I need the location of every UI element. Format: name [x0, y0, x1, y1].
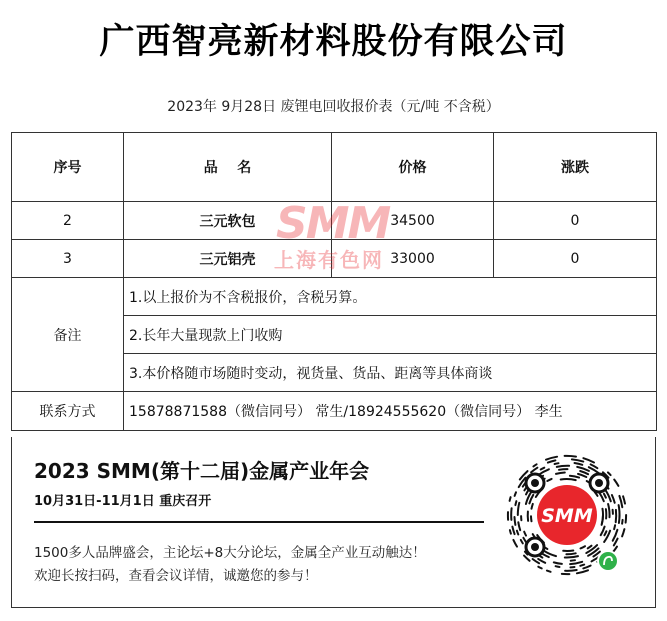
qr-dot	[612, 495, 615, 503]
qr-dot	[614, 480, 618, 486]
row-change: 0	[494, 202, 657, 240]
qr-dot	[518, 503, 520, 515]
qr-dot	[541, 468, 545, 470]
qr-dot	[533, 464, 536, 466]
qr-dot	[581, 546, 586, 548]
qr-dot	[580, 565, 584, 566]
qr-finder-dot	[595, 479, 603, 487]
qr-dot	[556, 473, 565, 474]
row-change: 0	[494, 240, 657, 278]
qr-dot	[547, 479, 551, 481]
qr-dot	[565, 556, 578, 557]
qr-dot	[538, 559, 545, 563]
row-no: 2	[12, 202, 124, 240]
qr-dot	[561, 479, 576, 480]
qr-dot	[513, 540, 517, 547]
qr-dot	[604, 494, 606, 498]
qr-dot	[572, 459, 583, 461]
table-row	[12, 202, 657, 240]
qr-dot	[608, 504, 609, 517]
qr-dot	[619, 505, 620, 517]
row-name: 三元铝壳	[124, 240, 332, 278]
qr-dot	[518, 522, 520, 530]
banner-divider	[34, 521, 484, 523]
note-item: 3.本价格随市场随时变动，视货量、货品、距离等具体商谈	[124, 354, 657, 392]
contact-label: 联系方式	[12, 392, 124, 431]
qr-dot	[524, 532, 526, 536]
qr-dot	[577, 570, 588, 573]
contact-row	[12, 392, 657, 431]
qr-dot	[575, 463, 583, 465]
qr-dot	[515, 501, 516, 505]
qr-dot	[614, 525, 615, 529]
qr-dot	[555, 463, 559, 464]
header-change: 涨跌	[494, 133, 657, 202]
qr-dot	[529, 495, 533, 504]
qr-dot	[622, 529, 624, 536]
qr-dot	[626, 515, 627, 523]
table-header-row	[12, 133, 657, 202]
qr-dot	[510, 497, 511, 501]
contact-info: 15878871588（微信同号） 常生/18924555620（微信同号） 李生	[124, 392, 657, 431]
qr-dot	[538, 567, 541, 569]
qr-dot	[512, 527, 514, 535]
qr-logo-text: SMM	[541, 505, 593, 527]
notes-row	[12, 278, 657, 316]
row-no: 3	[12, 240, 124, 278]
row-price: 33000	[332, 240, 494, 278]
qr-dot	[510, 530, 511, 534]
qr-dot	[565, 456, 576, 457]
banner-text-2: 欢迎长按扫码，查看会议详情，诚邀您的参与！	[34, 568, 318, 584]
qr-dot	[515, 517, 516, 525]
qr-dot	[515, 492, 516, 496]
qr-dot	[546, 457, 557, 460]
header-no: 序号	[12, 133, 124, 202]
row-name: 三元软包	[124, 202, 332, 240]
price-table	[11, 132, 657, 431]
qr-dot	[531, 468, 537, 473]
qr-dot	[566, 553, 575, 554]
qr-dot	[623, 496, 625, 503]
qr-finder-dot	[531, 543, 539, 551]
note-item: 2.长年大量现款上门收购	[124, 316, 657, 354]
price-table-subtitle: 2023年 9月28日 废锂电回收报价表（元/吨 不含税）	[167, 99, 500, 115]
header-price: 价格	[332, 133, 494, 202]
qr-dot	[570, 476, 579, 478]
qr-dot	[608, 472, 611, 475]
conference-banner	[11, 437, 656, 608]
qr-dot	[517, 531, 518, 535]
wechat-mini-program-icon	[599, 552, 617, 570]
banner-text-1: 1500多人品牌盛会，主论坛+8大分论坛，金属全产业互动触达！	[34, 545, 426, 561]
qr-dot	[578, 474, 586, 477]
qr-dot	[547, 571, 551, 572]
qr-dot	[577, 467, 589, 471]
qr-dot	[556, 566, 560, 567]
qr-dot	[622, 520, 623, 524]
row-price: 34500	[332, 202, 494, 240]
qr-dot	[588, 546, 592, 549]
qr-dot	[563, 551, 573, 552]
qr-dot	[601, 527, 605, 536]
qr-dot	[524, 556, 530, 561]
note-item: 1.以上报价为不含税报价，含税另算。	[124, 278, 657, 316]
qr-dot	[619, 496, 622, 507]
notes-label: 备注	[12, 278, 124, 392]
qr-dot	[583, 566, 590, 569]
watermark-text: 上海有色网	[274, 248, 384, 272]
table-row	[12, 240, 657, 278]
qr-dot	[557, 466, 569, 467]
qr-dot	[602, 509, 603, 524]
qr-dot	[554, 562, 562, 564]
qr-dot	[571, 560, 575, 561]
qr-dot	[521, 540, 523, 544]
qr-dot	[570, 562, 582, 564]
qr-dot	[548, 460, 556, 462]
qr-dot	[583, 458, 594, 462]
qr-dot	[604, 531, 606, 535]
qr-dot	[532, 504, 533, 509]
banner-title: 2023 SMM(第十二届)金属产业年会	[34, 459, 370, 483]
watermark-logo: SMM	[276, 198, 390, 249]
company-title: 广西智亮新材料股份有限公司	[99, 22, 568, 62]
qr-dot	[565, 570, 577, 571]
qr-dot	[605, 490, 611, 502]
qr-dot	[559, 469, 568, 470]
banner-date: 10月31日-11月1日 重庆召开	[34, 494, 212, 509]
qr-dot	[526, 491, 528, 495]
qr-dot	[531, 516, 532, 521]
qr-finder-dot	[531, 479, 539, 487]
header-name: 品 名	[124, 133, 332, 202]
qr-dot	[580, 471, 588, 474]
mini-program-qr-code[interactable]	[505, 453, 629, 577]
